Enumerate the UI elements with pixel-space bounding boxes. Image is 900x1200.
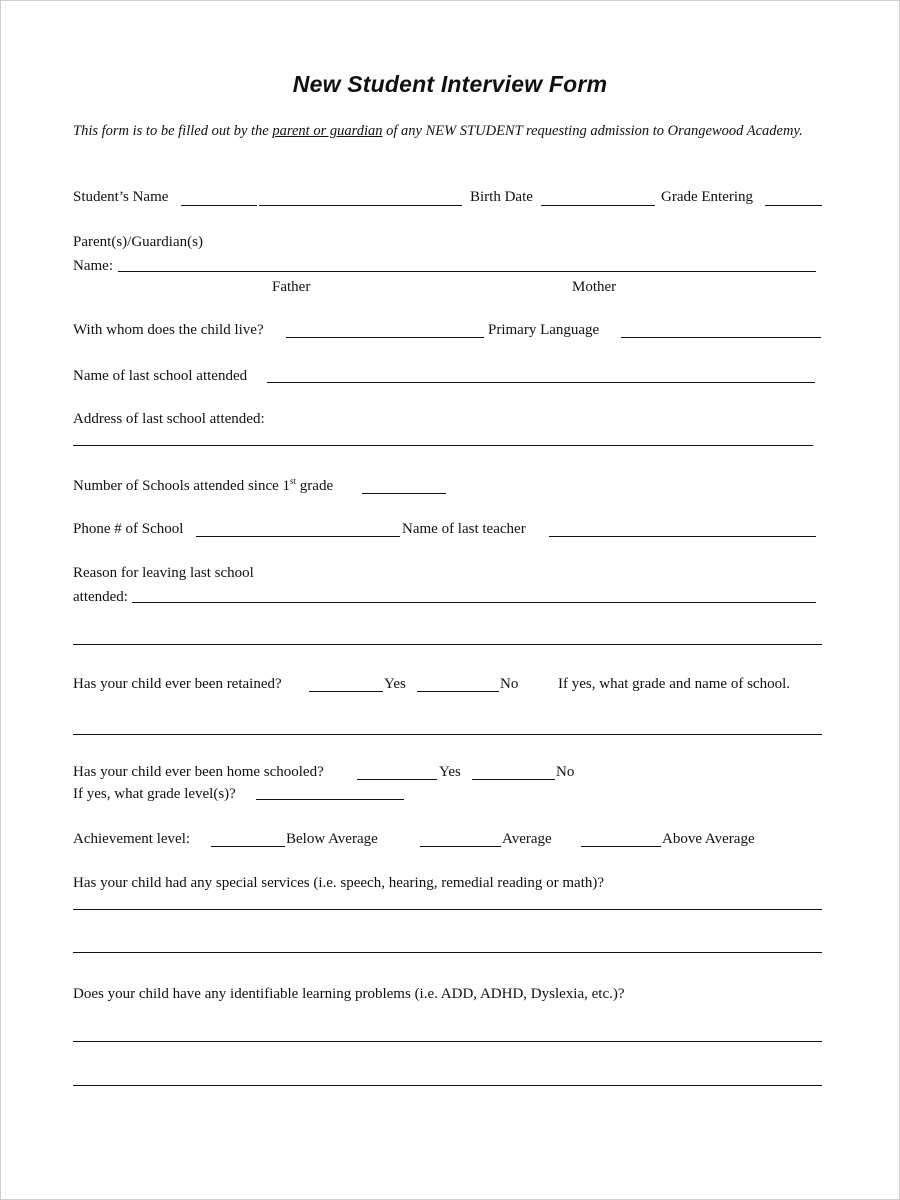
schools-since-text: Number of Schools attended since 1 bbox=[73, 478, 291, 494]
birth-date-label: Birth Date bbox=[470, 189, 533, 205]
students-last-name-field[interactable] bbox=[259, 205, 462, 206]
intro-underlined: parent or guardian bbox=[272, 123, 383, 139]
last-school-name-label: Name of last school attended bbox=[73, 368, 248, 384]
special-services-field-2[interactable] bbox=[73, 952, 822, 953]
form-intro bbox=[73, 119, 833, 143]
retained-no-label: No bbox=[500, 676, 519, 692]
retained-ifyes-label: If yes, what grade and name of school. bbox=[558, 676, 791, 692]
primary-language-label: Primary Language bbox=[488, 322, 600, 338]
form-title: New Student Interview Form bbox=[292, 71, 608, 97]
home-ifyes-label: If yes, what grade level(s)? bbox=[73, 786, 236, 802]
grade-entering-label: Grade Entering bbox=[661, 189, 754, 205]
special-services-label: Has your child had any special services (i.e. speech, hearing, remedial reading or math)? bbox=[73, 875, 605, 891]
home-schooled-yes-field[interactable] bbox=[357, 779, 437, 780]
last-school-address-field[interactable] bbox=[73, 445, 813, 446]
retained-label: Has your child ever been retained? bbox=[73, 676, 282, 692]
parent-name-label: Name: bbox=[73, 258, 113, 274]
last-teacher-field[interactable] bbox=[549, 536, 816, 537]
mother-caption: Mother bbox=[572, 279, 617, 295]
schools-count-field[interactable] bbox=[362, 493, 446, 494]
lives-with-field[interactable] bbox=[286, 337, 484, 338]
retained-details-field[interactable] bbox=[73, 734, 822, 735]
learning-problems-label: Does your child have any identifiable learning problems (i.e. ADD, ADHD, Dyslexia, etc.)? bbox=[73, 986, 625, 1002]
lives-with-label: With whom does the child live? bbox=[73, 322, 264, 338]
reason-leaving-label-1: Reason for leaving last school bbox=[73, 565, 254, 581]
primary-language-field[interactable] bbox=[621, 337, 821, 338]
above-average-label: Above Average bbox=[662, 831, 755, 847]
last-teacher-label: Name of last teacher bbox=[402, 521, 526, 537]
phone-school-label: Phone # of School bbox=[73, 521, 184, 537]
grade-text: grade bbox=[296, 478, 334, 494]
ordinal-superscript: st bbox=[290, 476, 297, 486]
parent-guardian-label: Parent(s)/Guardian(s) bbox=[73, 234, 203, 250]
below-average-label: Below Average bbox=[286, 831, 378, 847]
special-services-field-1[interactable] bbox=[73, 909, 822, 910]
reason-leaving-field-2[interactable] bbox=[73, 644, 822, 645]
intro-text-2: of any NEW STUDENT requesting admission to Orangewood Academy. bbox=[382, 123, 803, 139]
students-first-name-field[interactable] bbox=[181, 205, 257, 206]
phone-school-field[interactable] bbox=[196, 536, 400, 537]
grade-entering-field[interactable] bbox=[765, 205, 822, 206]
learning-problems-field-2[interactable] bbox=[73, 1085, 822, 1086]
below-average-field[interactable] bbox=[211, 846, 285, 847]
average-label: Average bbox=[502, 831, 552, 847]
home-schooled-no-label: No bbox=[556, 764, 575, 780]
achievement-label: Achievement level: bbox=[73, 831, 191, 847]
last-school-name-field[interactable] bbox=[267, 382, 815, 383]
retained-no-field[interactable] bbox=[417, 691, 499, 692]
home-schooled-no-field[interactable] bbox=[472, 779, 555, 780]
learning-problems-field-1[interactable] bbox=[73, 1041, 822, 1042]
schools-since-first-label bbox=[73, 476, 333, 496]
average-field[interactable] bbox=[420, 846, 501, 847]
home-schooled-yes-label: Yes bbox=[439, 764, 461, 780]
birth-date-field[interactable] bbox=[541, 205, 655, 206]
students-name-label: Student’s Name bbox=[73, 189, 169, 205]
reason-leaving-label-2: attended: bbox=[73, 589, 128, 605]
home-grade-levels-field[interactable] bbox=[256, 799, 404, 800]
father-caption: Father bbox=[272, 279, 311, 295]
retained-yes-field[interactable] bbox=[309, 691, 383, 692]
reason-leaving-field-1[interactable] bbox=[132, 602, 816, 603]
home-schooled-label: Has your child ever been home schooled? bbox=[73, 764, 324, 780]
retained-yes-label: Yes bbox=[384, 676, 406, 692]
parent-guardian-name-field[interactable] bbox=[118, 271, 816, 272]
intro-text-1: This form is to be filled out by the bbox=[73, 123, 273, 139]
above-average-field[interactable] bbox=[581, 846, 661, 847]
last-school-address-label: Address of last school attended: bbox=[73, 411, 265, 427]
